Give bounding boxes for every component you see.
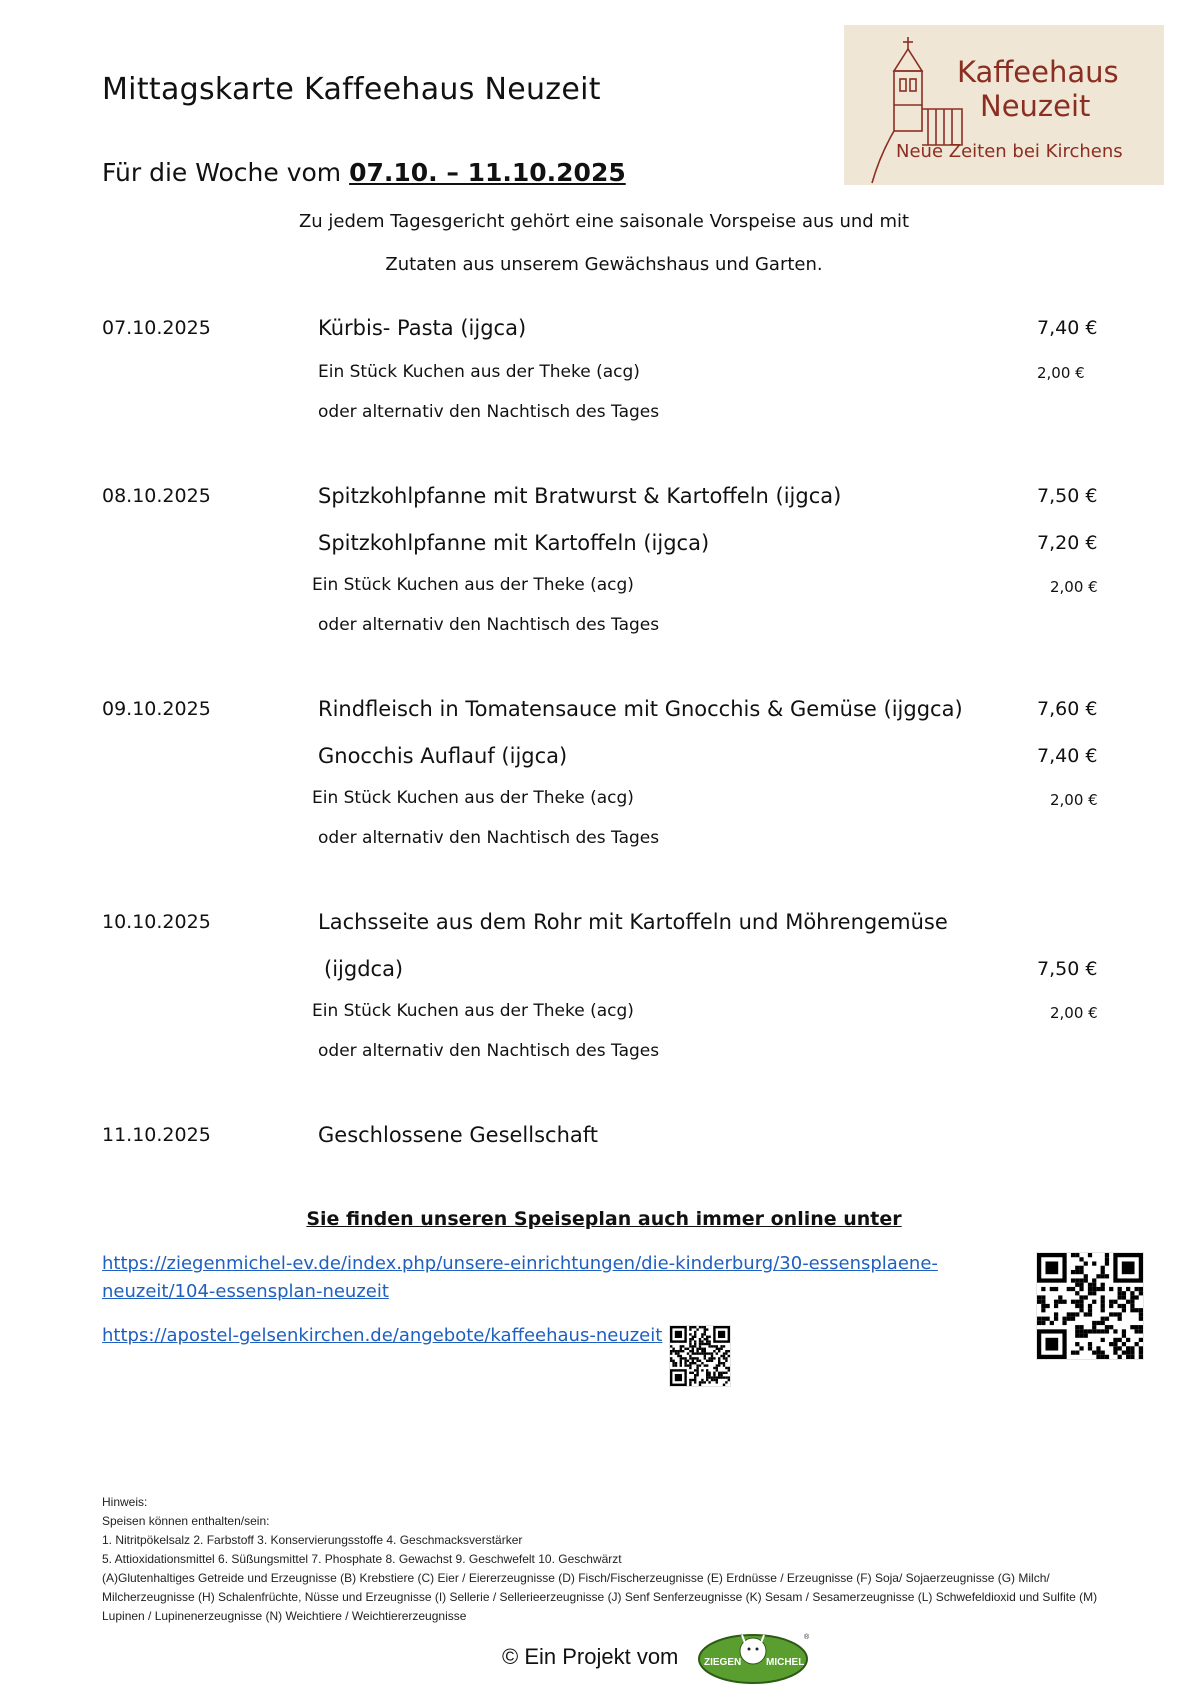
cake-price: 2,00 € — [1037, 364, 1085, 382]
dish-price: 7,50 € — [1037, 485, 1098, 507]
cake-offer: Ein Stück Kuchen aus der Theke (acg) — [312, 1001, 634, 1021]
dish-price: 7,60 € — [1037, 698, 1098, 720]
dish-price: 7,40 € — [1037, 745, 1098, 767]
dish-price: 7,50 € — [1037, 958, 1098, 980]
menu-link-ziegenmichel[interactable]: https://ziegenmichel-ev.de/index.php/unsere-einrichtungen/die-kinderburg/30-essensplaene-neuzeit/104-essensplan-neuzeit — [102, 1253, 938, 1302]
hint-line: (A)Glutenhaltiges Getreide und Erzeugnisse (B) Krebstiere (C) Eier / Eiererzeugnisse (D) Fisch/Fischerzeugnisse (E) Erdnüsse / Erzeugnisse (F) Soja/ Sojaerzeugnisse (G) Milch/ Milcherzeugnisse (H) Schalenfrüchte, Nüsse und Erzeugnisse (I) Sellerie / Sellerieerzeugnisse (J) Senf Senferzeugnisse (K) Sesam / Sesamerzeugnisse (L) Schwefeldioxid und Sulfite (M) Lupinen / Lupinenerzeugnisse (N) Weichtiere / Weichtiererzeugnisse — [102, 1571, 1098, 1623]
page-title: Mittagskarte Kaffeehaus Neuzeit — [102, 72, 601, 107]
kaffeehaus-logo — [844, 25, 1164, 185]
ziegenmichel-logo — [696, 1629, 814, 1685]
cake-price: 2,00 € — [1050, 1004, 1098, 1022]
hint-line: Hinweis: — [102, 1495, 148, 1509]
cake-price: 2,00 € — [1050, 578, 1098, 596]
qr-code-icon — [669, 1325, 731, 1387]
dish-allergens: (ijgdca) — [324, 957, 404, 981]
menu-link-apostel[interactable]: https://apostel-gelsenkirchen.de/angebote/kaffeehaus-neuzeit — [102, 1325, 663, 1346]
badge-left-text: ZIEGEN — [704, 1657, 742, 1668]
intro-line-1: Zu jedem Tagesgericht gehört eine saisonale Vorspeise aus und mit — [298, 211, 910, 232]
logo-slogan: Neue Zeiten bei Kirchens — [896, 141, 1123, 162]
day-date: 09.10.2025 — [102, 698, 211, 720]
dessert-alternative: oder alternativ den Nachtisch des Tages — [318, 828, 660, 848]
qr-code-pattern — [670, 1326, 730, 1386]
day-date: 10.10.2025 — [102, 911, 211, 933]
dessert-alternative: oder alternativ den Nachtisch des Tages — [318, 615, 660, 635]
dish-name: Geschlossene Gesellschaft — [318, 1123, 599, 1147]
logo-line-1: Kaffeehaus — [957, 55, 1119, 89]
allergen-hint — [102, 1493, 1112, 1626]
cake-offer: Ein Stück Kuchen aus der Theke (acg) — [312, 788, 634, 808]
online-heading: Sie finden unseren Speiseplan auch immer online unter — [306, 1208, 902, 1230]
dish-name: Lachsseite aus dem Rohr mit Kartoffeln und Möhrengemüse — [318, 910, 948, 934]
church-tower-icon — [866, 35, 966, 185]
qr-code-pattern — [1037, 1253, 1143, 1359]
badge-right-text: MICHEL — [766, 1657, 805, 1668]
dessert-alternative: oder alternativ den Nachtisch des Tages — [318, 1041, 660, 1061]
week-prefix: Für die Woche vom — [102, 158, 342, 187]
day-date: 07.10.2025 — [102, 317, 211, 339]
cake-offer: Ein Stück Kuchen aus der Theke (acg) — [318, 362, 640, 382]
dish-name: Spitzkohlpfanne mit Bratwurst & Kartoffeln (ijgca) — [318, 484, 842, 508]
copyright-text: © Ein Projekt vom — [502, 1644, 679, 1669]
dessert-alternative: oder alternativ den Nachtisch des Tages — [318, 402, 660, 422]
hint-line: 1. Nitritpökelsalz 2. Farbstoff 3. Konservierungsstoffe 4. Geschmacksverstärker — [102, 1533, 523, 1547]
dish-price: 7,20 € — [1037, 532, 1098, 554]
dish-name: Kürbis- Pasta (ijgca) — [318, 316, 527, 340]
dish-name: Spitzkohlpfanne mit Kartoffeln (ijgca) — [318, 531, 710, 555]
intro-line-2: Zutaten aus unserem Gewächshaus und Garten. — [385, 254, 823, 275]
dish-name: Rindfleisch in Tomatensauce mit Gnocchis & Gemüse (ijggca) — [318, 697, 963, 721]
day-date: 11.10.2025 — [102, 1124, 211, 1146]
hint-line: Speisen können enthalten/sein: — [102, 1514, 270, 1528]
dish-name: Gnocchis Auflauf (ijgca) — [318, 744, 568, 768]
svg-text:®: ® — [804, 1634, 810, 1641]
qr-code-icon — [1036, 1252, 1144, 1360]
day-date: 08.10.2025 — [102, 485, 211, 507]
cake-offer: Ein Stück Kuchen aus der Theke (acg) — [312, 575, 634, 595]
dish-price: 7,40 € — [1037, 317, 1098, 339]
week-line — [102, 158, 626, 187]
logo-line-2: Neuzeit — [980, 89, 1091, 123]
week-dates: 07.10. – 11.10.2025 — [349, 158, 626, 187]
cake-price: 2,00 € — [1050, 791, 1098, 809]
hint-line: 5. Attioxidationsmittel 6. Süßungsmittel 7. Phosphate 8. Gewachst 9. Geschwefelt 10. Geschwärzt — [102, 1552, 622, 1566]
